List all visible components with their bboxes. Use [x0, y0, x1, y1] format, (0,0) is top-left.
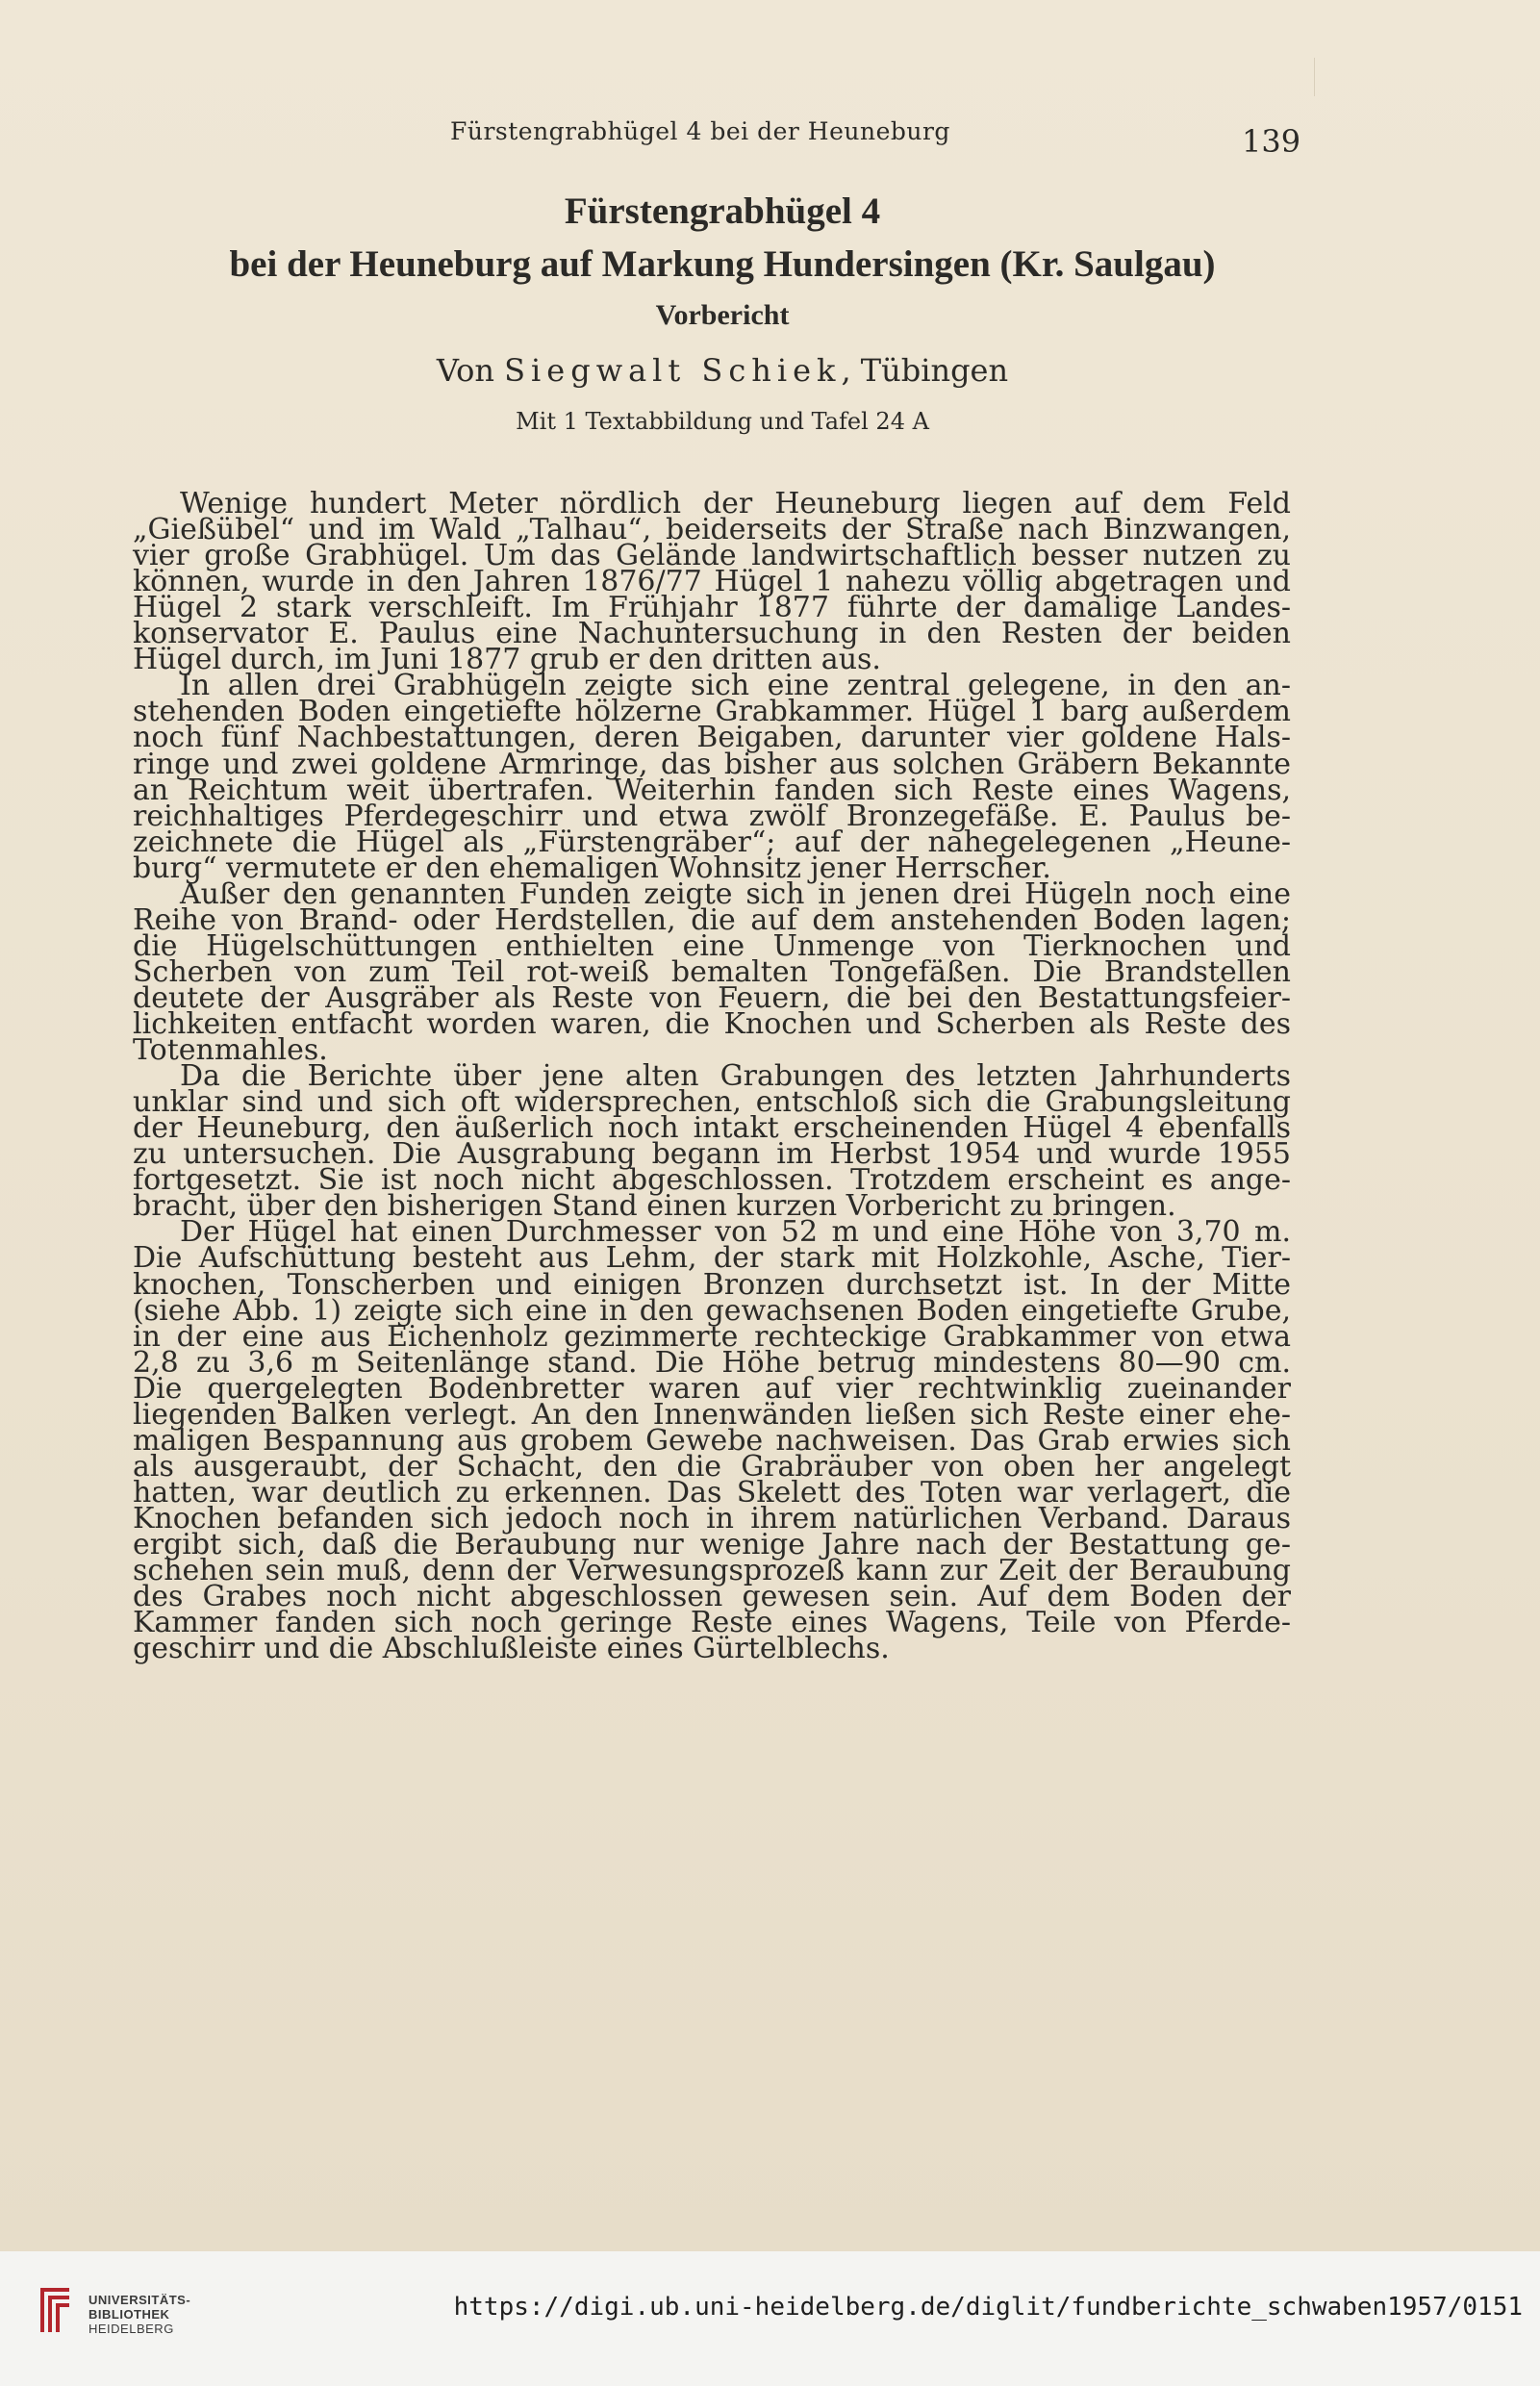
figures-note: Mit 1 Textabbildung und Tafel 24 A [516, 408, 929, 435]
text-line: Kammer fanden sich noch geringe Reste eines Wagens, Teile von Pferde- [133, 1606, 1291, 1640]
library-name [88, 2293, 190, 2336]
text-line: können, wurde in den Jahren 1876/77 Hügel 1 nahezu völlig abgetragen und [133, 565, 1291, 599]
text-line: konservator E. Paulus eine Nachuntersuchung in den Resten der beiden [133, 617, 1291, 651]
text-line: Die quergelegten Bodenbretter waren auf vier rechtwinklig zueinander [133, 1371, 1291, 1406]
page-mark [1314, 58, 1315, 96]
text-line: die Hügelschüttungen enthielten eine Unmenge von Tierknochen und [133, 928, 1291, 963]
text-line: schehen sein muß, denn der Verwesungsprozeß kann zur Zeit der Beraubung [133, 1554, 1291, 1588]
text-line: deutete der Ausgräber als Reste von Feuern, die bei den Bestattungsfeier- [133, 980, 1291, 1015]
text-line: bracht, über den bisherigen Stand einen kurzen Vorbericht zu bringen. [133, 1189, 1176, 1224]
text-line: maligen Bespannung aus grobem Gewebe nachweisen. Das Grab erwies sich [133, 1423, 1291, 1458]
text-line: fortgesetzt. Sie ist noch nicht abgeschlossen. Trotzdem erscheint es ange- [133, 1163, 1291, 1198]
text-line: „Gießübel“ und im Wald „Talhau“, beiderseits der Straße nach Binzwangen, [133, 513, 1291, 547]
text-line: vier große Grabhügel. Um das Gelände landwirtschaftlich besser nutzen zu [133, 539, 1291, 573]
text-line: zu untersuchen. Die Ausgrabung begann im Herbst 1954 und wurde 1955 [133, 1137, 1291, 1172]
author-affiliation: , Tübingen [841, 352, 1009, 389]
text-line: In allen drei Grabhügeln zeigte sich eine zentral gelegene, in den an- [180, 669, 1291, 703]
author-line [0, 352, 1445, 389]
text-line: ringe und zwei goldene Armringe, das bisher aus solchen Gräbern Bekannte [133, 747, 1291, 781]
text-line: als ausgeraubt, der Schacht, den die Grabräuber von oben her angelegt [133, 1449, 1291, 1484]
library-name-line3: HEIDELBERG [88, 2322, 174, 2336]
running-head: Fürstengrabhügel 4 bei der Heuneburg [450, 117, 950, 145]
text-line: Hügel durch, im Juni 1877 grub er den dritten aus. [133, 643, 881, 677]
library-name-line1: UNIVERSITÄTS- [88, 2293, 191, 2307]
text-line: lichkeiten entfacht worden waren, die Knochen und Scherben als Reste des [133, 1007, 1291, 1041]
page-number: 139 [1242, 123, 1301, 160]
text-line: an Reichtum weit übertrafen. Weiterhin fanden sich Reste eines Wagens, [133, 773, 1291, 807]
text-line: Reihe von Brand- oder Herdstellen, die auf dem anstehenden Boden lagen; [133, 902, 1291, 937]
text-line: zeichnete die Hügel als „Fürstengräber“; auf der nahegelegenen „Heune- [133, 825, 1291, 859]
source-url[interactable]: https://digi.ub.uni-heidelberg.de/diglit/fundberichte_schwaben1957/0151 [453, 2293, 1523, 2322]
text-line: Der Hügel hat einen Durchmesser von 52 m und eine Höhe von 3,70 m. [180, 1215, 1291, 1250]
library-logo-icon [35, 2284, 77, 2336]
text-line: 2,8 zu 3,6 m Seitenlänge stand. Die Höhe betrug mindestens 80—90 cm. [133, 1345, 1291, 1380]
text-line: Scherben von zum Teil rot-weiß bemalten Tongefäßen. Die Brandstellen [133, 954, 1291, 989]
text-line: Außer den genannten Funden zeigte sich in jenen drei Hügeln noch eine [180, 876, 1291, 911]
text-line: geschirr und die Abschlußleiste eines Gürtelblechs. [133, 1632, 890, 1666]
text-line: unklar sind und sich oft widersprechen, entschloß sich die Grabungsleitung [133, 1085, 1291, 1120]
text-line: Hügel 2 stark verschleift. Im Frühjahr 1877 führte der damalige Landes- [133, 591, 1291, 625]
text-line: ergibt sich, daß die Beraubung nur wenige Jahre nach der Bestattung ge- [133, 1528, 1291, 1561]
text-line: des Grabes noch nicht abgeschlossen gewesen sein. Auf dem Boden der [133, 1580, 1291, 1614]
author-name: Siegwalt Schiek [504, 352, 842, 389]
text-line: Die Aufschüttung besteht aus Lehm, der stark mit Holzkohle, Asche, Tier- [133, 1241, 1291, 1276]
text-line: Da die Berichte über jene alten Grabungen des letzten Jahrhunderts [180, 1059, 1291, 1094]
article-title: Fürstengrabhügel 4 [564, 190, 881, 232]
text-line: stehenden Boden eingetiefte hölzerne Grabkammer. Hügel 1 barg außerdem [133, 695, 1291, 729]
text-line: Totenmahles. [133, 1033, 328, 1068]
text-line: burg“ vermutete er den ehemaligen Wohnsitz jener Herrscher. [133, 850, 1051, 885]
article-subtitle: bei der Heuneburg auf Markung Hundersingen (Kr. Saulgau) [229, 243, 1216, 285]
text-line: hatten, war deutlich zu erkennen. Das Skelett des Toten war verlagert, die [133, 1475, 1291, 1510]
text-line: reichhaltiges Pferdegeschirr und etwa zwölf Bronzegefäße. E. Paulus be- [133, 799, 1291, 833]
text-line: knochen, Tonscherben und einigen Bronzen durchsetzt ist. In der Mitte [133, 1267, 1291, 1302]
text-line: der Heuneburg, den äußerlich noch intakt erscheinenden Hügel 4 ebenfalls [133, 1111, 1291, 1146]
text-line: Knochen befanden sich jedoch noch in ihrem natürlichen Verband. Daraus [133, 1501, 1291, 1536]
article-type: Vorbericht [655, 299, 790, 331]
text-line: in der eine aus Eichenholz gezimmerte rechteckige Grabkammer von etwa [133, 1319, 1291, 1354]
author-prefix: Von [436, 352, 505, 389]
text-line: noch fünf Nachbestattungen, deren Beigaben, darunter vier goldene Hals- [133, 721, 1291, 755]
text-line: (siehe Abb. 1) zeigte sich eine in den gewachsenen Boden eingetiefte Grube, [133, 1293, 1291, 1328]
text-line: liegenden Balken verlegt. An den Innenwänden ließen sich Reste einer ehe- [133, 1397, 1291, 1432]
text-line: Wenige hundert Meter nördlich der Heuneburg liegen auf dem Feld [180, 487, 1291, 520]
library-name-line2: BIBLIOTHEK [88, 2307, 170, 2322]
